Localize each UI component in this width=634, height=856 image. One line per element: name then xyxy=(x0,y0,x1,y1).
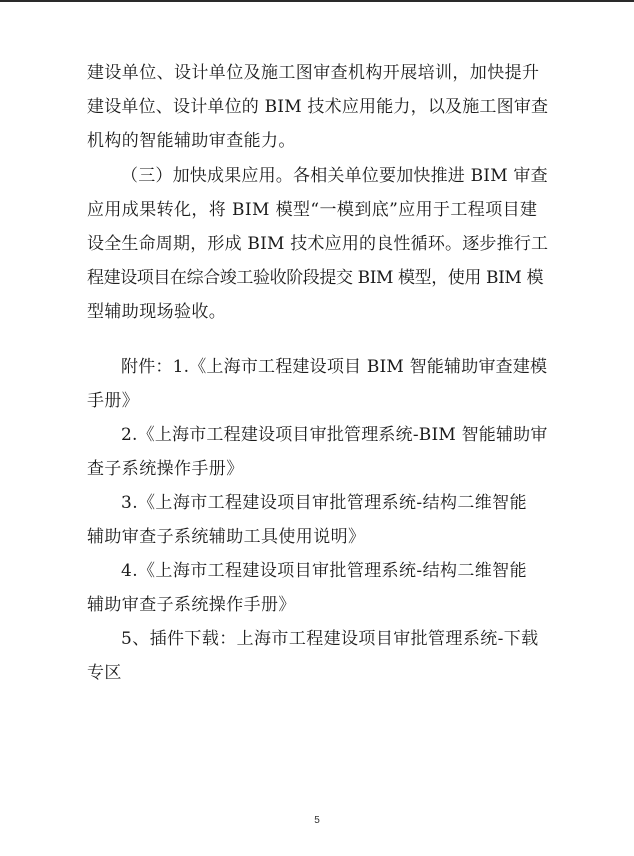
paragraph-1-line-3: 机构的智能辅助审查能力。 xyxy=(87,131,296,151)
attachment-5-line-2: 专区 xyxy=(87,663,122,683)
attachment-2-line-1: 2.《上海市工程建设项目审批管理系统-BIM 智能辅助审 xyxy=(121,425,548,445)
paragraph-2-line-1: （三）加快成果应用。各相关单位要加快推进 BIM 审查 xyxy=(121,166,548,186)
paragraph-2-line-3: 设全生命周期，形成 BIM 技术应用的良性循环。逐步推行工 xyxy=(87,234,549,254)
attachment-3-line-2: 辅助审查子系统辅助工具使用说明》 xyxy=(87,527,366,547)
attachment-1-line-2: 手册》 xyxy=(87,391,140,411)
attachment-4-line-1: 4.《上海市工程建设项目审批管理系统-结构二维智能 xyxy=(121,561,527,581)
attachment-3-line-1: 3.《上海市工程建设项目审批管理系统-结构二维智能 xyxy=(121,493,527,513)
paragraph-2-line-5: 型辅助现场验收。 xyxy=(87,302,227,322)
paragraph-1-line-1: 建设单位、设计单位及施工图审查机构开展培训，加快提升 xyxy=(87,63,540,83)
paragraph-2-line-4: 程建设项目在综合竣工验收阶段提交 BIM 模型，使用 BIM 模 xyxy=(87,268,544,288)
attachment-1-line-1: 附件：1.《上海市工程建设项目 BIM 智能辅助审查建模 xyxy=(121,357,548,377)
paragraph-1-line-2: 建设单位、设计单位的 BIM 技术应用能力，以及施工图审查 xyxy=(87,97,549,117)
attachment-2-line-2: 查子系统操作手册》 xyxy=(87,459,244,479)
page-number: 5 xyxy=(314,815,320,826)
attachment-5-line-1: 5、插件下载：上海市工程建设项目审批管理系统-下载 xyxy=(121,629,539,649)
attachment-4-line-2: 辅助审查子系统操作手册》 xyxy=(87,595,296,615)
paragraph-2-line-2: 应用成果转化，将 BIM 模型“一模到底”应用于工程项目建 xyxy=(87,200,538,220)
